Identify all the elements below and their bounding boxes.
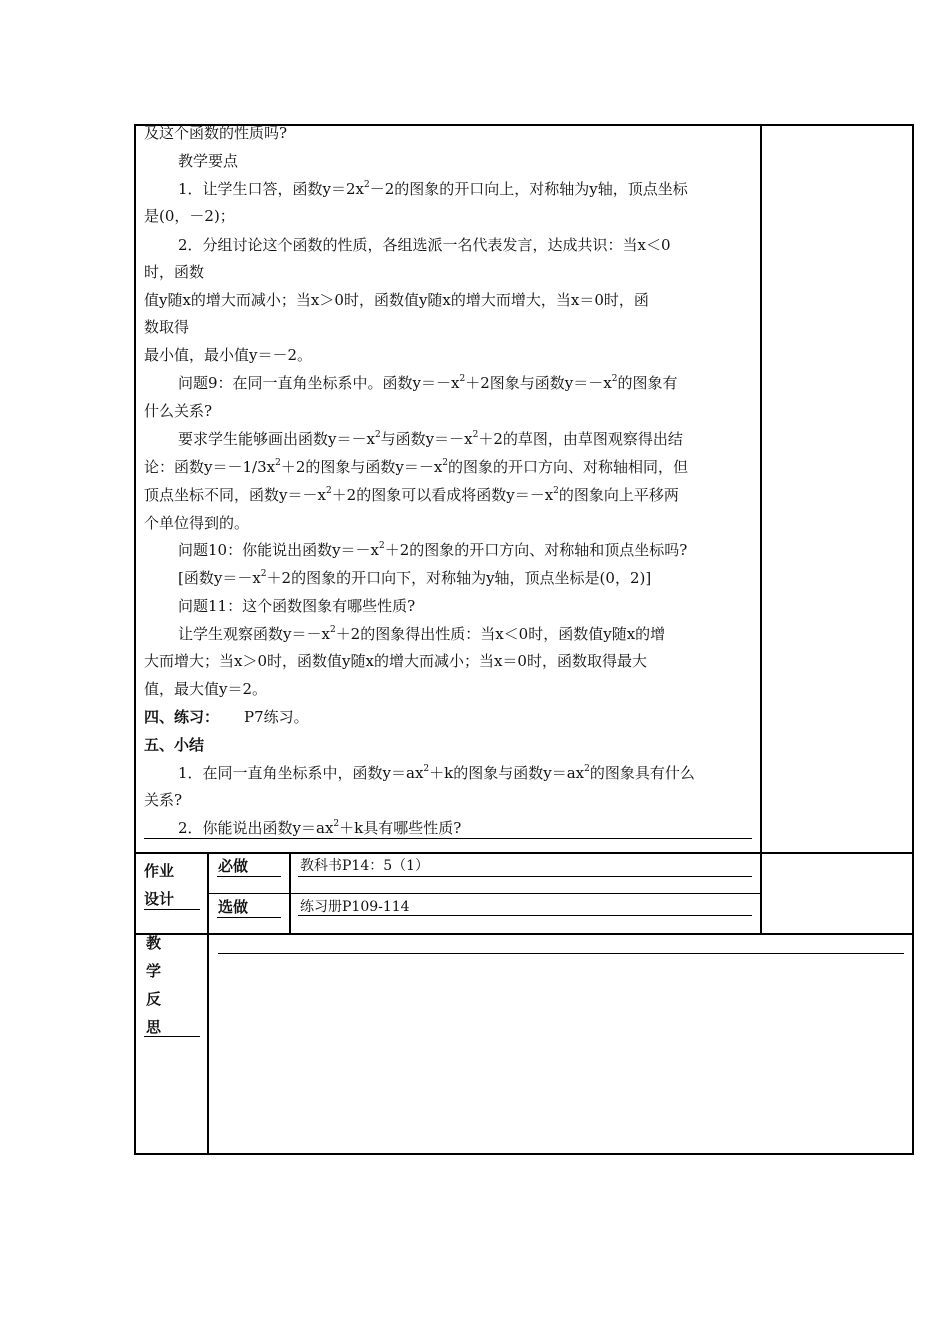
optional-label-rule — [217, 917, 281, 918]
text-line: 是(0，－2)； — [144, 207, 235, 225]
text-line: 什么关系? — [144, 402, 213, 420]
reflection-writing-rule — [218, 953, 904, 954]
text-line: 大而增大；当x＞0时，函数值y随x的增大而减小；当x＝0时，函数取得最大 — [144, 652, 647, 670]
text-line: 2．分组讨论这个函数的性质，各组选派一名代表发言，达成共识：当x＜0 — [178, 236, 671, 254]
homework-label-rule — [144, 909, 200, 910]
section-heading-summary: 五、小结 — [144, 736, 205, 754]
reflection-label-char: 反 — [146, 990, 162, 1008]
row-divider-homework — [134, 852, 914, 854]
text-line: 2．你能说出函数$y=ax^2+k$具有哪些性质? — [178, 819, 462, 837]
text-line: 1．在同一直角坐标系中，函数$y=ax^2+k$的图象与函数$y=ax^2$的图象具有什么 — [178, 764, 695, 782]
text-line: 让学生观察函数$y=-x^2+2$的图象得出性质：当x＜0时，函数值y随x的增 — [178, 625, 666, 643]
text-line: 问题9：在同一直角坐标系中。函数$y=-x^2+2$图象与函数$y=-x^2$的图象有 — [178, 374, 678, 392]
required-label: 必做 — [218, 857, 249, 875]
optional-assignment: 练习册P109-114 — [300, 899, 410, 915]
homework-label-divider — [207, 852, 209, 1154]
required-label-rule — [217, 876, 281, 877]
text-line: 问题11：这个函数图象有哪些性质? — [178, 597, 416, 615]
text-line: 时，函数 — [144, 263, 205, 281]
text-line: 1．让学生口答，函数$y=2x^2-2$的图象的开口向上，对称轴为y轴，顶点坐标 — [178, 180, 688, 198]
text-line: 教学要点 — [178, 152, 239, 170]
text-line: 数取得 — [144, 318, 190, 336]
reflection-label-rule — [144, 1036, 200, 1037]
optional-label: 选做 — [218, 898, 249, 916]
table-bottom-border — [134, 1153, 914, 1155]
homework-label-line1: 作业 — [144, 862, 175, 880]
required-assignment: 教科书P14：5（1） — [300, 858, 430, 874]
text-line: 值，最大值y＝2。 — [144, 680, 268, 698]
text-line: 顶点坐标不同，函数$y=-x^2+2$的图象可以看成将函数$y=-x^2$的图象向上平移两 — [144, 486, 679, 504]
text-line: 及这个函数的性质吗? — [144, 124, 288, 142]
section-heading-practice: 四、练习： — [144, 708, 220, 726]
text-line: 论：函数$y=-1/3x^2+2$的图象与函数$y=-x^2$的图象的开口方向、对称轴相同，但 — [144, 458, 689, 476]
optional-text-rule — [298, 915, 752, 916]
required-text-rule — [298, 876, 752, 877]
text-line: 问题10：你能说出函数$y=-x^2+2$的图象的开口方向、对称轴和顶点坐标吗? — [178, 541, 688, 559]
text-line: 值y随x的增大而减小；当x＞0时，函数值y随x的增大而增大，当x＝0时，函 — [144, 291, 649, 309]
text-line: 个单位得到的。 — [144, 514, 250, 532]
reflection-label-char: 教 — [146, 934, 162, 952]
text-line: 要求学生能够画出函数$y=-x^2$与函数$y=-x^2+2$的草图，由草图观察得出结 — [178, 430, 683, 448]
lesson-end-rule — [144, 838, 752, 839]
text-line: 关系? — [144, 791, 183, 809]
reflection-label-char: 思 — [146, 1018, 162, 1036]
homework-row-separator — [208, 893, 761, 894]
text-line: [函数$y=-x^2+2$的图象的开口向下，对称轴为y轴，顶点坐标是(0，2)] — [178, 569, 652, 587]
table-left-border — [134, 124, 136, 1155]
text-line: 最小值，最小值y＝－2。 — [144, 346, 313, 364]
practice-text: P7练习。 — [244, 708, 309, 726]
homework-label-line2: 设计 — [144, 890, 175, 908]
reflection-label-char: 学 — [146, 962, 162, 980]
table-right-border — [912, 124, 914, 1155]
row-divider-reflection — [134, 933, 914, 935]
remarks-column-divider — [760, 124, 762, 935]
